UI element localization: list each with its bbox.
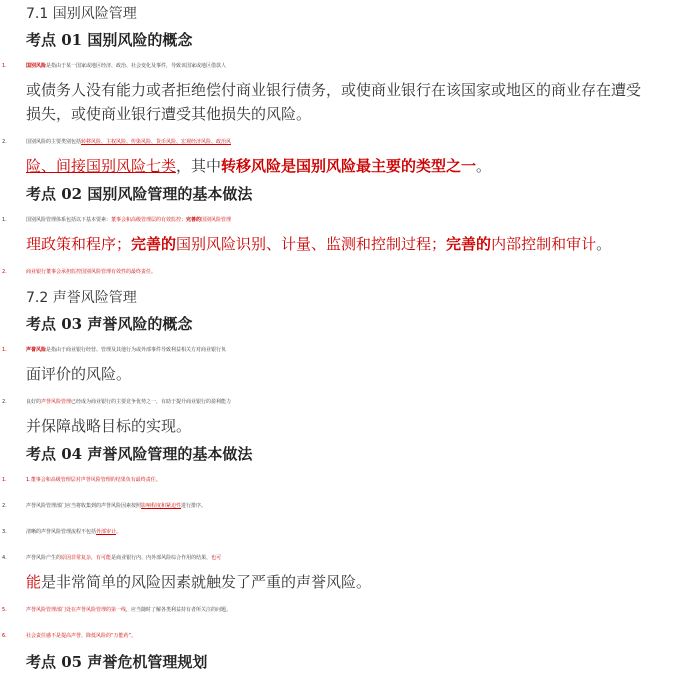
text-bold: 完善的 — [446, 235, 492, 253]
text-red: 国别风险管理 — [201, 217, 232, 223]
text-red: 影响程度和紧迫性 — [141, 503, 182, 509]
text-line: 并保障战略目标的实现。 — [26, 417, 192, 435]
text-red: 内部控制和审计 — [491, 235, 597, 253]
list-item — [0, 626, 679, 648]
text-bold: 完善的 — [186, 217, 202, 223]
text-line — [26, 572, 371, 594]
text-red: 能 — [26, 573, 42, 591]
text: 声誉风险产生的 — [26, 555, 62, 561]
kaodian-heading: 考点 02 国别风险管理的基本做法 — [26, 185, 253, 203]
list-number: 2. — [2, 399, 7, 405]
list-item — [0, 470, 679, 492]
text: 已经成为商业银行的主要竞争优势之一，有助于提升商业银行的盈利能力 — [71, 399, 232, 405]
text: 。 — [116, 529, 122, 535]
list-number: 3. — [2, 529, 7, 535]
text: 国别风险的主要类别包括 — [26, 139, 82, 145]
list-item — [0, 56, 679, 78]
text: 良好的 — [26, 399, 42, 405]
text-red: 也可 — [211, 555, 222, 561]
list-item — [0, 600, 679, 622]
text: ，应当随时了解各类利益持有者所关注的问题。 — [126, 607, 232, 613]
text: 清晰的声誉风险管理流程不包括 — [26, 529, 97, 535]
list-number: 1. — [2, 217, 7, 223]
list-number: 1. — [2, 477, 7, 483]
text-line: 面评价的风险。 — [26, 365, 132, 383]
text-red: 董事会和高级管理层的有效监控； — [111, 217, 187, 223]
text-line — [26, 156, 491, 178]
list-number: 6. — [2, 633, 7, 639]
text-line: 损失，或使商业银行遭受其他损失的风险。 — [26, 105, 312, 123]
section-heading: 7.2 声誉风险管理 — [26, 290, 137, 306]
text: 是非常简单的风险因素就触发了严重的声誉风险。 — [41, 573, 372, 591]
text: ，其中 — [176, 157, 222, 175]
list-item — [0, 262, 679, 284]
kaodian-heading: 考点 04 声誉风险管理的基本做法 — [26, 445, 253, 463]
text-red: 外部审计 — [96, 529, 117, 535]
text-red: 理政策和程序； — [26, 235, 132, 253]
text-line: 或债务人没有能力或者拒绝偿付商业银行债务，或使商业银行在该国家或地区的商业存在遭受 — [26, 81, 642, 99]
text-red: 1.董事会和高级管理层对声誉风险管理的结果负有最终责任。 — [26, 477, 161, 483]
risk-types: 转移风险、主权风险、传染风险、货币风险、宏观经济风险、政治风 — [81, 139, 232, 145]
text: 国别风险管理体系包括以下基本要素： — [26, 217, 112, 223]
text: 。 — [476, 157, 492, 175]
list-number: 5. — [2, 607, 7, 613]
list-number: 2. — [2, 269, 7, 275]
text-line — [26, 234, 611, 256]
kaodian-heading: 考点 01 国别风险的概念 — [26, 31, 193, 49]
term: 声誉风险 — [26, 347, 47, 353]
list-number: 4. — [2, 555, 7, 561]
text-bold: 完善的 — [131, 235, 177, 253]
list-number: 1. — [2, 347, 7, 353]
list-item — [0, 522, 679, 544]
kaodian-heading: 考点 03 声誉风险的概念 — [26, 315, 193, 333]
text: 是指由于某一国家或地区经济、政治、社会变化及事件，导致该国家或地区借款人 — [46, 63, 227, 69]
list-item — [0, 340, 679, 362]
text-red: 社会责任感不是提高声誉、降低风险的“万能药”。 — [26, 633, 137, 639]
list-item — [0, 132, 679, 154]
text: 。 — [596, 235, 612, 253]
text-red: 有可能 — [96, 555, 112, 561]
text: 声誉风险管理部门应当将收集到的声誉风险因素按照 — [26, 503, 142, 509]
risk-types: 险、间接国别风险七类 — [26, 157, 177, 175]
term: 国别风险 — [26, 63, 47, 69]
list-item — [0, 392, 679, 414]
text-red: 原因非常复杂 — [61, 555, 92, 561]
kaodian-heading: 考点 05 声誉危机管理规划 — [26, 653, 208, 671]
text-red: 国别风险识别、计量、监测和控制过程； — [176, 235, 447, 253]
list-number: 2. — [2, 139, 7, 145]
text-red: 声誉风险管理部门处在声誉风险管理的第一线 — [26, 607, 127, 613]
key-point: 转移风险是国别风险最主要的类型之一 — [221, 157, 477, 175]
section-heading: 7.1 国别风险管理 — [26, 6, 137, 22]
list-item — [0, 210, 679, 232]
list-number: 1. — [2, 63, 7, 69]
text: 是商业银行内、内外部风险综合作用的结果， — [111, 555, 212, 561]
text-red: 声誉风险管理 — [41, 399, 72, 405]
list-item — [0, 548, 679, 570]
text: 进行排序。 — [181, 503, 207, 509]
text: 是指由于商业银行经营、管理及其他行为或外部事件导致利益相关方对商业银行负 — [46, 347, 227, 353]
text-red: 商业银行董事会承担监控国别风险管理有效性的最终责任。 — [26, 269, 157, 275]
text: ， — [91, 555, 97, 561]
list-item — [0, 496, 679, 518]
list-number: 2. — [2, 503, 7, 509]
